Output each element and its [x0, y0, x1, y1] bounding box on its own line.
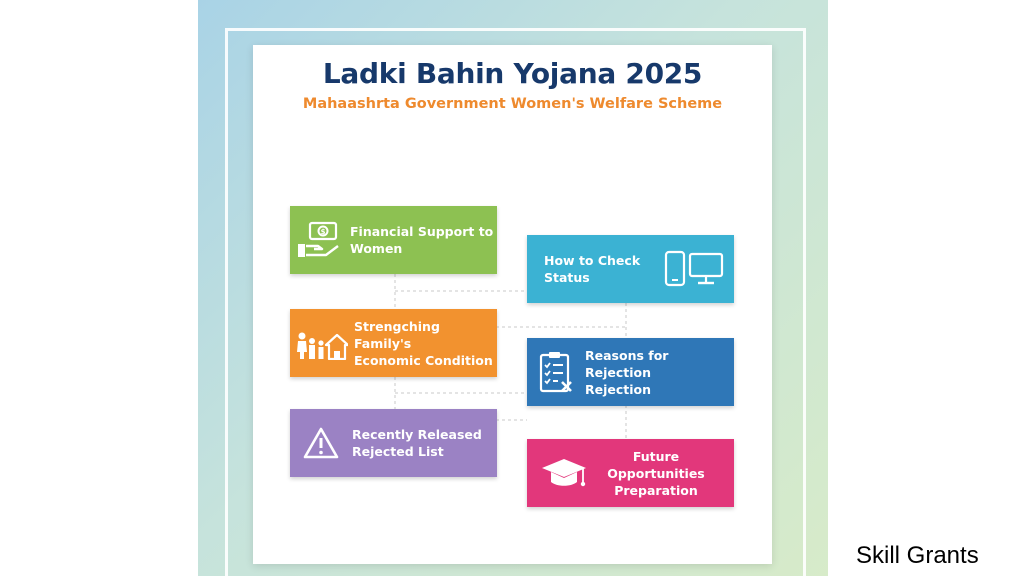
tile-future-opportunities[interactable]: [527, 439, 734, 507]
svg-text:$: $: [320, 228, 326, 236]
info-card: [253, 45, 772, 564]
tile-check-status-label: How to Check Status: [544, 253, 641, 285]
checklist-icon: [527, 338, 585, 406]
brand-watermark: Skill Grants: [856, 542, 979, 569]
graduation-cap-icon: [527, 439, 601, 507]
tile-future-opportunities-label: Future Opportunities Preparation: [607, 448, 705, 498]
tile-financial-support[interactable]: [290, 206, 497, 274]
warning-icon: [290, 409, 352, 477]
money-hand-icon: [290, 206, 350, 274]
tile-rejected-list-label: Recently Released Rejected List: [352, 427, 482, 459]
tile-rejection-reasons[interactable]: [527, 338, 734, 406]
tile-rejected-list[interactable]: [290, 409, 497, 477]
poster-title: Ladki Bahin Yojana 2025: [322, 57, 703, 90]
tile-family-economic-label: Strengching Family's Economic Condition: [354, 318, 493, 368]
poster: [198, 0, 828, 576]
tile-financial-support-label: Financial Support to Women: [350, 224, 494, 256]
poster-subtitle: Mahaashrta Government Women's Welfare Scheme: [302, 96, 723, 112]
tile-rejection-reasons-label: Reasons for Rejection Rejection: [585, 347, 669, 397]
tile-family-economic[interactable]: [290, 309, 497, 377]
devices-icon: [662, 235, 728, 303]
tile-check-status[interactable]: [527, 235, 734, 303]
family-home-icon: [290, 309, 354, 377]
